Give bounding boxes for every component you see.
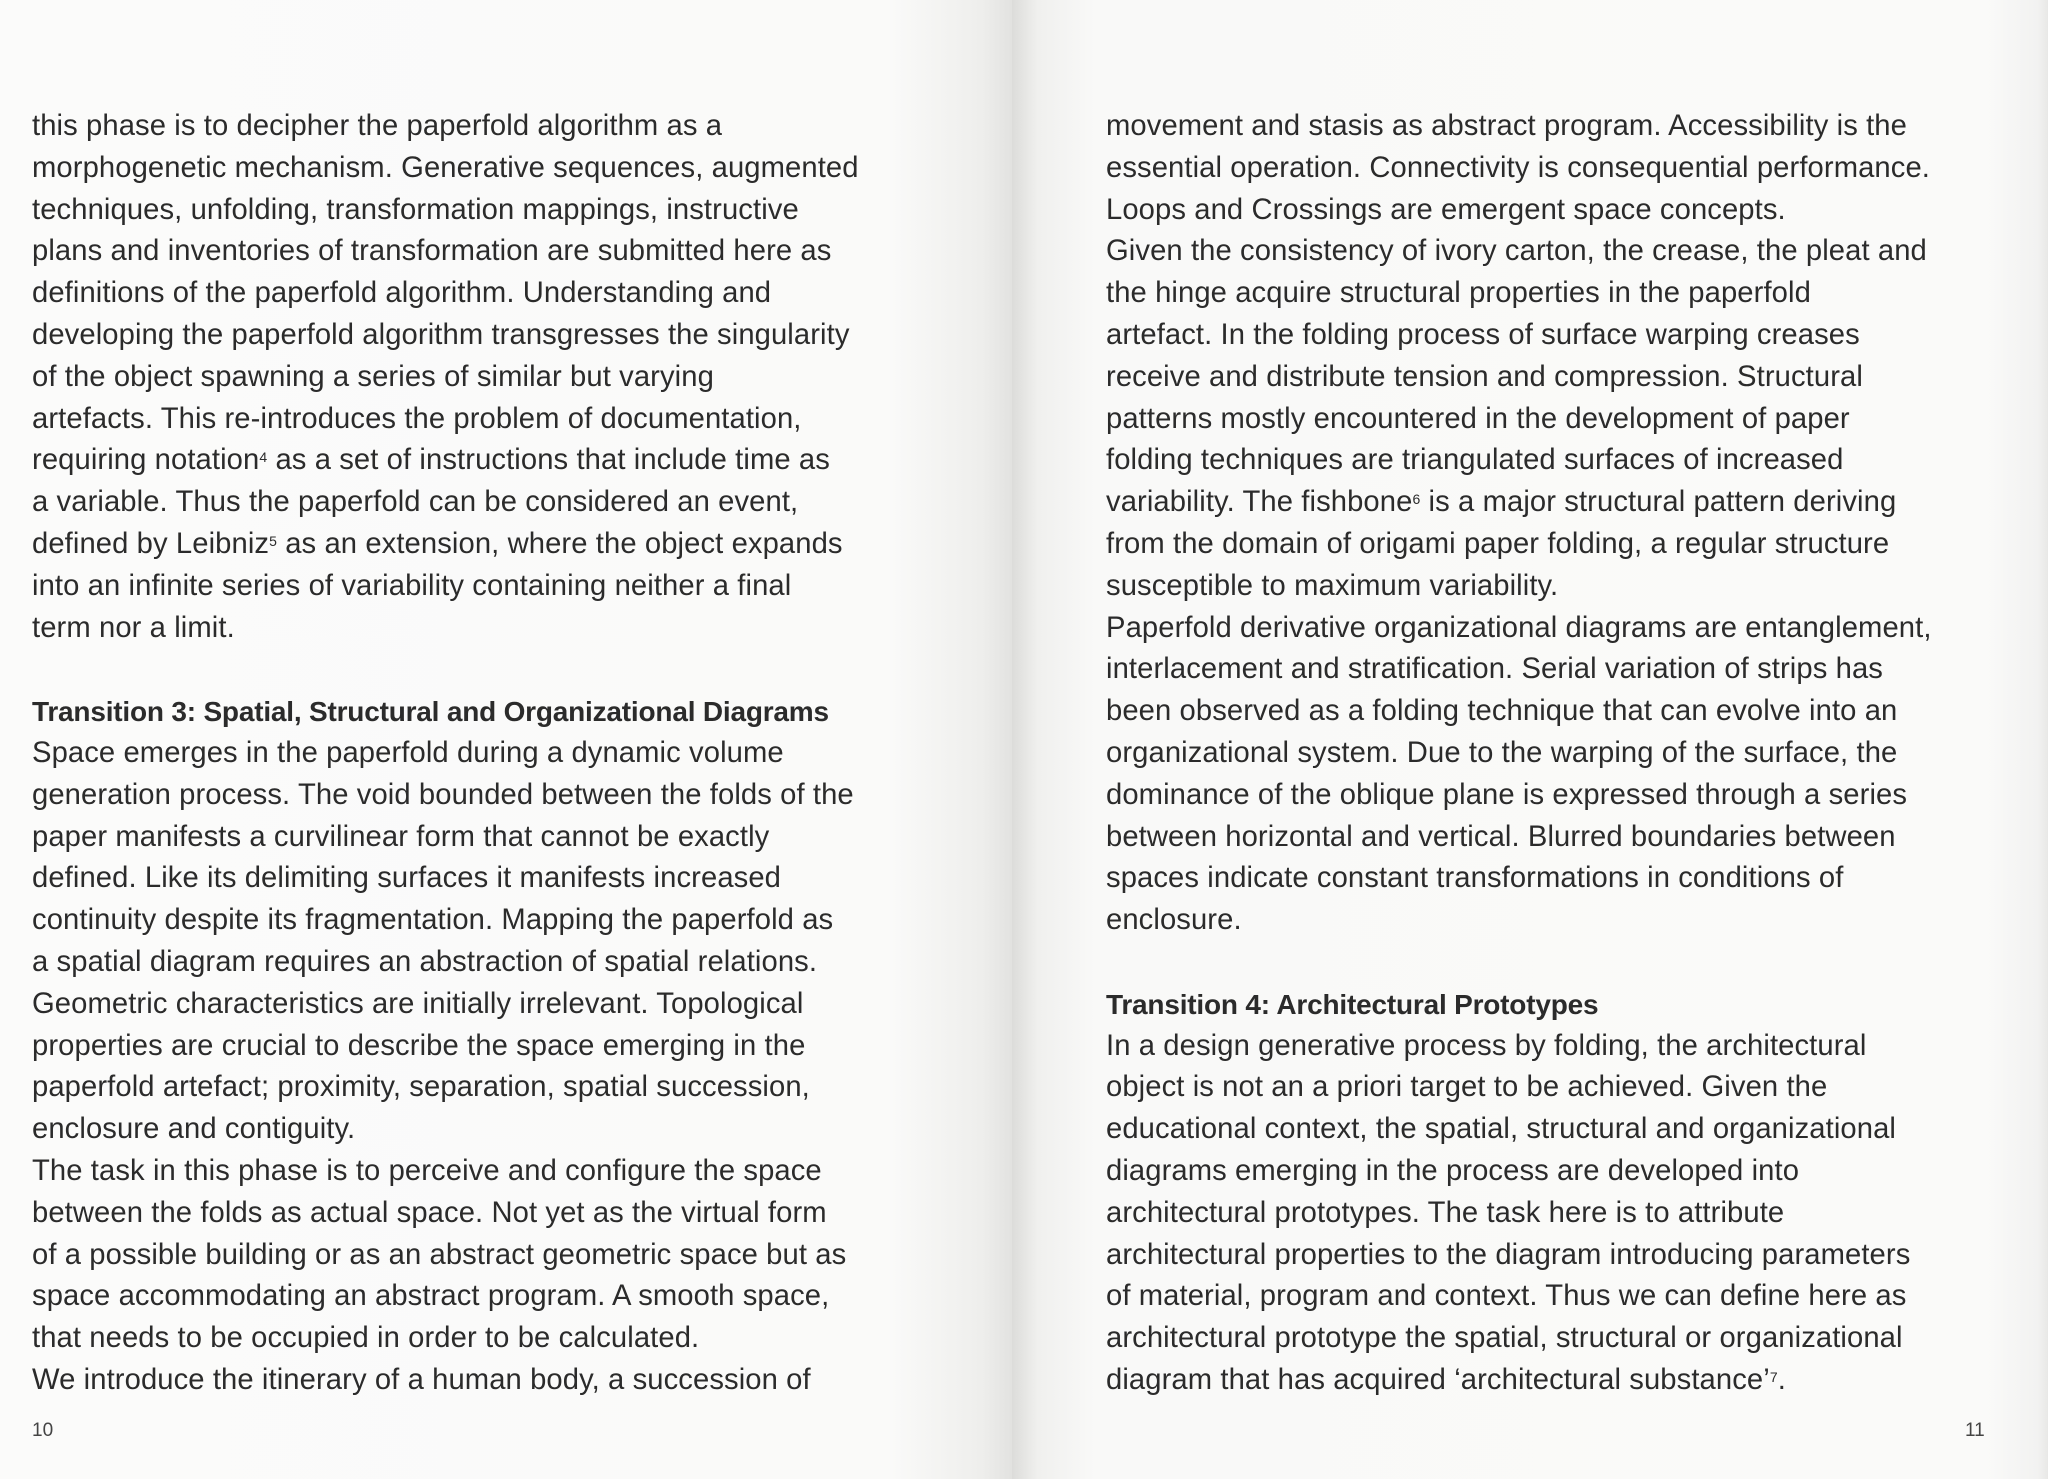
text-line: enclosure. (1106, 904, 1242, 937)
section-heading: Transition 3: Spatial, Structural and Organizational Diagrams (32, 696, 829, 728)
paragraph-gap (1106, 942, 2026, 984)
text-line-with-footnote (1106, 1360, 2026, 1402)
text-fragment: as an extension, where the object expands (277, 527, 843, 560)
footnote-marker: 5 (269, 532, 277, 549)
left-page-text (32, 106, 982, 1402)
text-line-with-footnote (1106, 482, 2026, 524)
text-line: a spatial diagram requires an abstraction of spatial relations. (32, 945, 818, 978)
text-line: interlacement and stratification. Serial variation of strips has (1106, 653, 1883, 686)
text-line: of the object spawning a series of similar but varying (32, 360, 714, 393)
text-line: of a possible building or as an abstract geometric space but as (32, 1238, 847, 1271)
text-line: paperfold artefact; proximity, separation, spatial succession, (32, 1071, 810, 1104)
text-line: been observed as a folding technique that can evolve into an (1106, 695, 1898, 728)
left-page (0, 0, 1012, 1479)
text-line: term nor a limit. (32, 611, 235, 644)
text-fragment: requiring notation (32, 444, 260, 477)
text-line: architectural prototype the spatial, structural or organizational (1106, 1322, 1903, 1355)
text-line: movement and stasis as abstract program. Accessibility is the (1106, 110, 1907, 142)
text-line: Geometric characteristics are initially irrelevant. Topological (32, 987, 804, 1020)
footnote-marker: 4 (259, 449, 268, 466)
text-line: Loops and Crossings are emergent space concepts. (1106, 193, 1786, 226)
text-line: enclosure and contiguity. (32, 1113, 356, 1146)
text-line: diagrams emerging in the process are developed into (1106, 1154, 1800, 1187)
text-fragment: is a major structural pattern deriving (1420, 486, 1897, 519)
page-number: 11 (1965, 1420, 1985, 1441)
text-line: between horizontal and vertical. Blurred boundaries between (1106, 820, 1896, 853)
text-line: In a design generative process by folding, the architectural (1106, 1029, 1867, 1062)
text-line: paper manifests a curvilinear form that cannot be exactly (32, 820, 770, 853)
text-line: artefact. In the folding process of surface warping creases (1106, 318, 1860, 351)
text-line: that needs to be occupied in order to be calculated. (32, 1322, 700, 1355)
text-line: patterns mostly encountered in the development of paper (1106, 402, 1850, 435)
text-line: defined. Like its delimiting surfaces it manifests increased (32, 862, 782, 895)
text-fragment: defined by Leibniz (32, 527, 270, 560)
text-line: this phase is to decipher the paperfold algorithm as a (32, 110, 723, 142)
text-line: developing the paperfold algorithm transgresses the singularity (32, 318, 850, 351)
text-line: dominance of the oblique plane is expressed through a series (1106, 778, 1908, 811)
text-line: Paperfold derivative organizational diagrams are entanglement, (1106, 611, 1932, 644)
text-line: folding techniques are triangulated surfaces of increased (1106, 444, 1844, 477)
text-line: Given the consistency of ivory carton, the crease, the pleat and (1106, 235, 1927, 268)
text-fragment: as a set of instructions that include time as (267, 444, 830, 477)
text-fragment: . (1777, 1363, 1786, 1396)
text-line-with-footnote (32, 440, 982, 482)
text-line: We introduce the itinerary of a human body, a succession of (32, 1363, 811, 1396)
text-line: Space emerges in the paperfold during a dynamic volume (32, 736, 784, 769)
text-line: of material, program and context. Thus we can define here as (1106, 1280, 1907, 1313)
text-line: spaces indicate constant transformations in conditions of (1106, 862, 1844, 895)
section-heading: Transition 4: Architectural Prototypes (1106, 988, 1599, 1020)
text-line: between the folds as actual space. Not yet as the virtual form (32, 1196, 827, 1229)
text-line: the hinge acquire structural properties in the paperfold (1106, 277, 1811, 310)
text-line: The task in this phase is to perceive and configure the space (32, 1154, 822, 1187)
text-line: artefacts. This re-introduces the problem of documentation, (32, 402, 802, 435)
text-line: object is not an a priori target to be achieved. Given the (1106, 1071, 1828, 1104)
text-line-with-footnote (32, 524, 982, 566)
text-line: essential operation. Connectivity is consequential performance. (1106, 151, 1931, 184)
text-line: architectural prototypes. The task here is to attribute (1106, 1196, 1785, 1229)
text-line: continuity despite its fragmentation. Mapping the paperfold as (32, 904, 834, 937)
text-fragment: variability. The fishbone (1106, 486, 1413, 519)
text-line: educational context, the spatial, structural and organizational (1106, 1113, 1896, 1146)
text-fragment: diagram that has acquired ‘architectural substance’ (1106, 1363, 1770, 1396)
text-line: architectural properties to the diagram introducing parameters (1106, 1238, 1911, 1271)
right-page-text (1106, 106, 2026, 1402)
paragraph-gap (32, 649, 982, 691)
text-line: a variable. Thus the paperfold can be considered an event, (32, 486, 799, 519)
text-line: receive and distribute tension and compression. Structural (1106, 360, 1863, 393)
text-line: techniques, unfolding, transformation mappings, instructive (32, 193, 799, 226)
text-line: generation process. The void bounded between the folds of the (32, 778, 854, 811)
footnote-marker: 7 (1769, 1368, 1778, 1385)
footnote-marker: 6 (1412, 491, 1421, 508)
text-line: properties are crucial to describe the space emerging in the (32, 1029, 806, 1062)
text-line: organizational system. Due to the warping of the surface, the (1106, 736, 1898, 769)
text-line: susceptible to maximum variability. (1106, 569, 1559, 602)
right-page (1012, 0, 2048, 1479)
text-line: into an infinite series of variability containing neither a final (32, 569, 792, 602)
text-line: definitions of the paperfold algorithm. Understanding and (32, 277, 772, 310)
text-line: from the domain of origami paper folding, a regular structure (1106, 527, 1890, 560)
text-line: morphogenetic mechanism. Generative sequences, augmented (32, 151, 859, 184)
text-line: plans and inventories of transformation are submitted here as (32, 235, 832, 268)
page-number: 10 (32, 1420, 54, 1441)
text-line: space accommodating an abstract program. A smooth space, (32, 1280, 830, 1313)
